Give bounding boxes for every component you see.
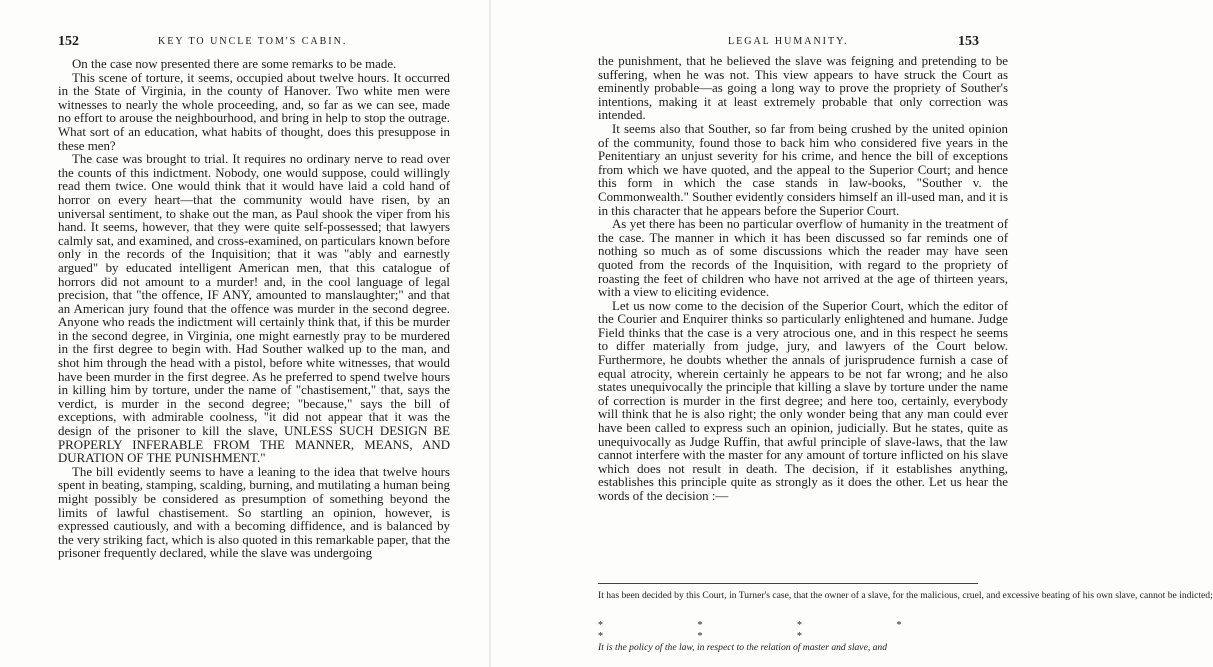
page-number: 152 xyxy=(58,34,79,49)
body-text xyxy=(598,55,1008,504)
footnote-quote: It is the policy of the law, in respect to the relation of master and slave, and xyxy=(598,642,888,653)
paragraph: On the case now presented there are some remarks to be made. xyxy=(72,57,397,71)
running-header: LEGAL HUMANITY. xyxy=(728,36,849,47)
left-page xyxy=(0,0,490,667)
ellipsis-stars: * * * * * * * xyxy=(598,620,948,642)
paragraph: The case was brought to trial. It requires no ordinary nerve to read over the counts of this indictment. Nobody, one would suppose, could willingly read them twice. One would think that it would have laid a cold hand of horror on every heart—that the community would have risen, by an universal sentiment, to shake out the man, as Paul shook the viper from his hand. It seems, however, that they were quite self-possessed; that lawyers calmly sat, and examined, and cross-examined, on particulars known before only in the records of the Inquisition; that it was "ably and earnestly argued" by educated intelligent American men, that this catalogue of horrors did not amount to a murder! and, in the cool language of legal precision, that "the offence, IF ANY, amounted to manslaughter;" and that an American jury found that the offence was murder in the second degree. Anyone who reads the indictment will certainly think that, if this be murder in the second degree, in Virginia, one might earnestly pray to be murdered in the first degree to begin with. Had Souther walked up to the man, and shot him through the head with a pistol, before white witnesses, that would have been murder in the first degree. As he preferred to spend twelve hours in killing him by torture, under the name of "chastisement," that, says the verdict, is murder in the second degree; "because," says the bill of exceptions, with admirable coolness, "it did not appear that it was the design of the prisoner to kill the slave, UNLESS SUCH DESIGN BE PROPERLY INFERABLE FROM THE MANNER, MEANS, AND DURATION OF THE PUNISHMENT." xyxy=(58,152,450,466)
page-number: 153 xyxy=(958,34,979,49)
running-header: KEY TO UNCLE TOM'S CABIN. xyxy=(158,36,348,47)
body-text xyxy=(58,58,450,561)
paragraph: This scene of torture, it seems, occupied about twelve hours. It occurred in the State of Virginia, in the county of Hanover. Two white men were witnesses to nearly the whole proceeding, and, so far as we can see, made no effort to arouse the neighbourhood, and bring in help to stop the outrage. What sort of an education, what habits of thought, does this presuppose in these men? xyxy=(58,70,450,153)
paragraph: It seems also that Souther, so far from being crushed by the united opinion of the community, found those to back him who considered five years in the Penitentiary an unjust severity for his crime, and hence the bill of exceptions from which we have quoted, and the appeal to the Superior Court; and hence this form in which the case stands in law-books, "Souther v. the Commonwealth." Souther evidently considers himself an ill-used man, and it is in this character that he appears before the Superior Court. xyxy=(598,121,1008,218)
footnote-quote: It has been decided by this Court, in Turner's case, that the owner of a slave, for the malicious, cruel, and excessive beating of his own slave, cannot be indicted; xyxy=(598,590,1213,601)
paragraph: As yet there has been no particular overflow of humanity in the treatment of the case. The manner in which it has been discussed so far reminds one of nothing so much as of some discussions which the reader may have seen quoted from the records of the Inquisition, with regard to the propriety of roasting the feet of children who have not arrived at the age of thirteen years, with a view to eliciting evidence. xyxy=(598,217,1008,300)
right-page xyxy=(490,0,1213,667)
paragraph: The bill evidently seems to have a leaning to the idea that twelve hours spent in beating, stamping, scalding, burning, and mutilating a human being might possibly be considered as presumption of something beyond the limits of lawful chastisement. So startling an opinion, however, is expressed cautiously, and with a becoming diffidence, and is balanced by the very striking fact, which is also quoted in this remarkable paper, that the prisoner frequently declared, while the slave was undergoing xyxy=(58,464,450,561)
paragraph: Let us now come to the decision of the Superior Court, which the editor of the Courier and Enquirer thinks so particularly enlightened and humane. Judge Field thinks that the case is a very atrocious one, and in this respect he seems to differ materially from judge, jury, and lawyers of the Court below. Furthermore, he doubts whether the annals of jurisprudence furnish a case of equal atrocity, wherein certainly he appears to be not far wrong; and he also states unequivocally the principle that killing a slave by torture under the name of correction is murder in the first degree; and here too, certainly, everybody will think that he is also right; the only wonder being that any man could ever have been called to express such an opinion, judicially. But he states, quite as unequivocally as Judge Ruffin, that awful principle of slave-laws, that the law cannot interfere with the master for any amount of torture inflicted on his slave which does not result in death. The decision, if it establishes anything, establishes this principle quite as strongly as it does the other. Let us hear the words of the decision :— xyxy=(598,298,1008,503)
paragraph: the punishment, that he believed the slave was feigning and pretending to be suffering, when he was not. This view appears to have struck the Court as eminently probable—as going a long way to prove the propriety of Souther's intentions, making it at least extremely probable that only correction was intended. xyxy=(598,54,1008,123)
footnote-rule xyxy=(598,583,978,584)
